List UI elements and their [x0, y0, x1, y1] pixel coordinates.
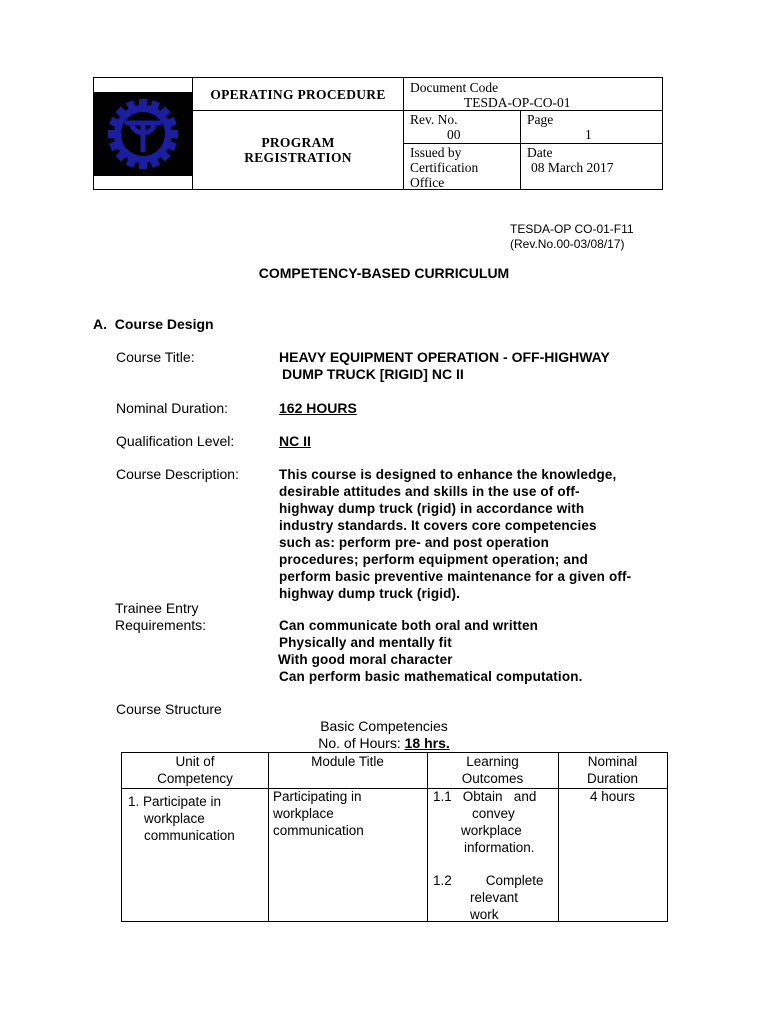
lo1-line4: information. [464, 840, 535, 855]
requirement-item: With good moral character [278, 652, 453, 667]
nominal-duration-value: 162 HOURS [279, 400, 357, 416]
page-label: Page [527, 112, 554, 127]
lo2-line3: work [470, 907, 499, 922]
program-line2: REGISTRATION [244, 150, 352, 165]
row1-unit-of-competency [128, 793, 266, 844]
course-title-line1: HEAVY EQUIPMENT OPERATION - OFF-HIGHWAY [279, 349, 610, 365]
header-table [93, 77, 663, 190]
page-cell [521, 111, 662, 144]
rev-no-value: 00 [447, 127, 461, 142]
basic-competencies-heading [0, 718, 768, 752]
course-description-text [279, 466, 679, 602]
qualification-level-label: Qualification Level: [116, 433, 235, 449]
gear-logo-icon [105, 96, 181, 172]
basic-competencies-title: Basic Competencies [320, 718, 448, 734]
hours-value: 18 hrs. [404, 735, 450, 751]
lo1-line3: workplace [461, 823, 522, 838]
lo2-line2: relevant [470, 890, 519, 905]
description-line: This course is designed to enhance the knowledge, [279, 467, 617, 482]
header-nd-line2: Duration [586, 771, 639, 786]
rev-no-label: Rev. No. [410, 112, 458, 127]
row1-nominal-duration: 4 hours [589, 789, 636, 804]
description-line: highway dump truck (rigid). [279, 586, 461, 601]
trainee-entry-line2: Requirements: [115, 617, 207, 633]
row1-module-line2: workplace [273, 806, 334, 821]
document-code-cell [404, 78, 662, 111]
lo2-line1: Complete [485, 873, 544, 888]
date-cell [521, 144, 662, 189]
row1-module-title [273, 788, 423, 839]
issued-line2: Certification [410, 160, 479, 175]
lo1-number: 1.1 [433, 789, 452, 804]
description-line: perform basic preventive maintenance for a given off- [279, 569, 632, 584]
description-line: industry standards. It covers core competencies [279, 518, 597, 533]
operating-procedure-cell: OPERATING PROCEDURE [193, 78, 404, 111]
logo-cell [94, 78, 193, 189]
rev-no-cell [404, 111, 521, 144]
trainee-entry-line1: Trainee Entry [115, 600, 199, 616]
course-description-label: Course Description: [116, 466, 239, 482]
qualification-level-value: NC II [279, 433, 311, 449]
tesda-logo [94, 92, 192, 176]
row1-module-line3: communication [273, 823, 364, 838]
description-line: procedures; perform equipment operation; and [279, 552, 588, 567]
row1-learning-outcome-1 [433, 788, 555, 856]
description-line: highway dump truck (rigid) in accordance with [279, 501, 585, 516]
course-title-value [279, 349, 610, 383]
header-unit-of-competency [122, 753, 268, 787]
document-code-label: Document Code [410, 80, 499, 95]
description-line: such as: perform pre- and post operation [279, 535, 550, 550]
nominal-duration-label: Nominal Duration: [116, 400, 229, 416]
date-label: Date [527, 145, 553, 160]
program-registration-cell [193, 111, 404, 189]
requirement-item: Can communicate both oral and written [279, 618, 539, 633]
form-ref-line1: TESDA-OP CO-01-F11 [510, 222, 634, 236]
document-title: COMPETENCY-BASED CURRICULUM [258, 265, 510, 281]
row1-learning-outcome-2 [433, 872, 555, 923]
header-module-title: Module Title [311, 754, 384, 769]
hours-label: No. of Hours: [318, 735, 405, 751]
header-unit-line1: Unit of [175, 754, 215, 769]
form-reference [510, 222, 634, 252]
section-heading: A. Course Design [93, 316, 214, 332]
issued-line1: Issued by [410, 145, 462, 160]
issued-line3: Office [410, 175, 445, 190]
header-lo-line2: Outcomes [461, 771, 524, 786]
row1-unit-line1: 1. Participate in [128, 794, 222, 809]
lo2-number: 1.2 [433, 873, 452, 888]
program-line1: PROGRAM [261, 135, 335, 150]
row1-module-line1: Participating in [273, 789, 362, 804]
header-nominal-duration [558, 753, 667, 787]
course-structure-label: Course Structure [116, 701, 222, 717]
course-title-line2: DUMP TRUCK [RIGID] NC II [282, 366, 464, 382]
requirement-item: Can perform basic mathematical computation. [279, 669, 583, 684]
table-divider [268, 753, 269, 921]
requirement-item: Physically and mentally fit [279, 635, 452, 650]
page-value: 1 [585, 127, 592, 142]
issued-by-cell [404, 144, 521, 189]
basic-hours [0, 735, 768, 752]
header-learning-outcomes [427, 753, 558, 787]
date-value: 08 March 2017 [531, 160, 614, 175]
trainee-entry-label [115, 600, 206, 634]
lo1-line2: convey [472, 806, 515, 821]
form-ref-line2: (Rev.No.00-03/08/17) [510, 237, 625, 251]
competency-table [121, 752, 668, 922]
row1-unit-line3: communication [144, 828, 235, 843]
lo1-line1: Obtain and [462, 789, 537, 804]
header-nd-line1: Nominal [587, 754, 638, 769]
trainee-requirements-list [278, 617, 583, 685]
course-title-label: Course Title: [116, 349, 195, 365]
row1-unit-line2: workplace [144, 811, 205, 826]
document-code-value: TESDA-OP-CO-01 [464, 95, 571, 110]
header-unit-line2: Competency [157, 771, 233, 786]
header-lo-line1: Learning [466, 754, 519, 769]
description-line: desirable attitudes and skills in the use of off- [279, 484, 580, 499]
